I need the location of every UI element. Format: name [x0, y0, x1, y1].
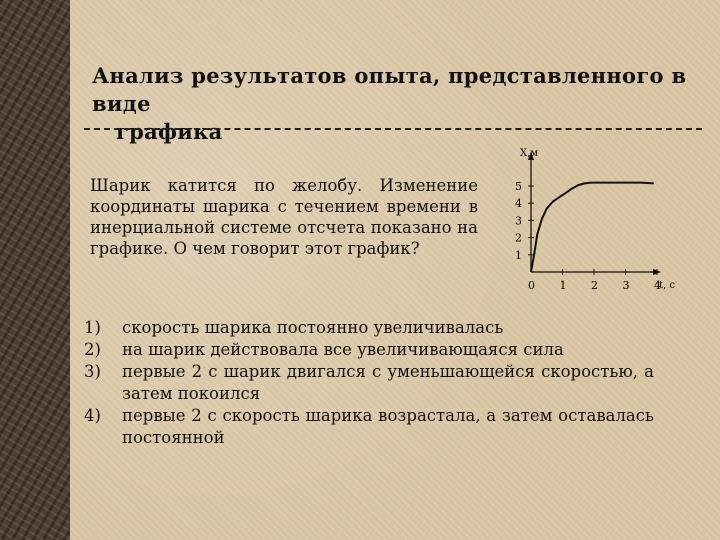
answer-option-2	[84, 339, 654, 361]
y-axis-label: X,м	[520, 148, 539, 159]
answer-text: скорость шарика постоянно увеличивалась	[122, 318, 504, 337]
y-tick-label: 5	[515, 180, 522, 193]
answer-text: первые 2 с шарик двигался с уменьшающейся скоростью, а затем покоился	[122, 362, 654, 403]
x-axis-label: t, c	[659, 280, 675, 291]
y-tick-label: 4	[515, 197, 522, 211]
question-text: Шарик катится по желобу. Изменение координаты шарика с течением времени в инерциальной системе отсчета показано на графике. О чем говорит этот график?	[90, 176, 478, 258]
x-tick-label: 0	[528, 279, 535, 292]
y-tick-label: 2	[515, 231, 522, 245]
answer-number: 4)	[84, 406, 101, 425]
title-line-2: графика	[116, 119, 223, 144]
title-line-1: Анализ результатов опыта, представленного в виде	[92, 63, 687, 116]
y-tick-label: 1	[515, 248, 522, 262]
x-tick-label: 1	[559, 279, 567, 292]
answer-list	[84, 317, 654, 449]
x-tick-label: 4	[654, 279, 661, 292]
answer-option-4	[84, 405, 654, 449]
slide-title	[92, 62, 692, 146]
answer-number: 2)	[84, 340, 101, 359]
decorative-left-strip	[0, 0, 70, 540]
answer-number: 3)	[84, 362, 101, 381]
x-tick-label: 3	[622, 279, 630, 292]
dashed-divider	[84, 128, 702, 130]
answer-number: 1)	[84, 318, 101, 337]
answer-option-1	[84, 317, 654, 339]
answer-option-3	[84, 361, 654, 405]
y-tick-label: 3	[515, 214, 522, 228]
x-tick-label: 2	[591, 279, 598, 292]
answer-text: первые 2 с скорость шарика возрастала, а затем оставалась постоянной	[122, 406, 654, 447]
position-curve	[531, 183, 654, 272]
answer-text: на шарик действовала все увеличивающаяся сила	[122, 340, 564, 359]
position-time-graph	[490, 140, 690, 300]
